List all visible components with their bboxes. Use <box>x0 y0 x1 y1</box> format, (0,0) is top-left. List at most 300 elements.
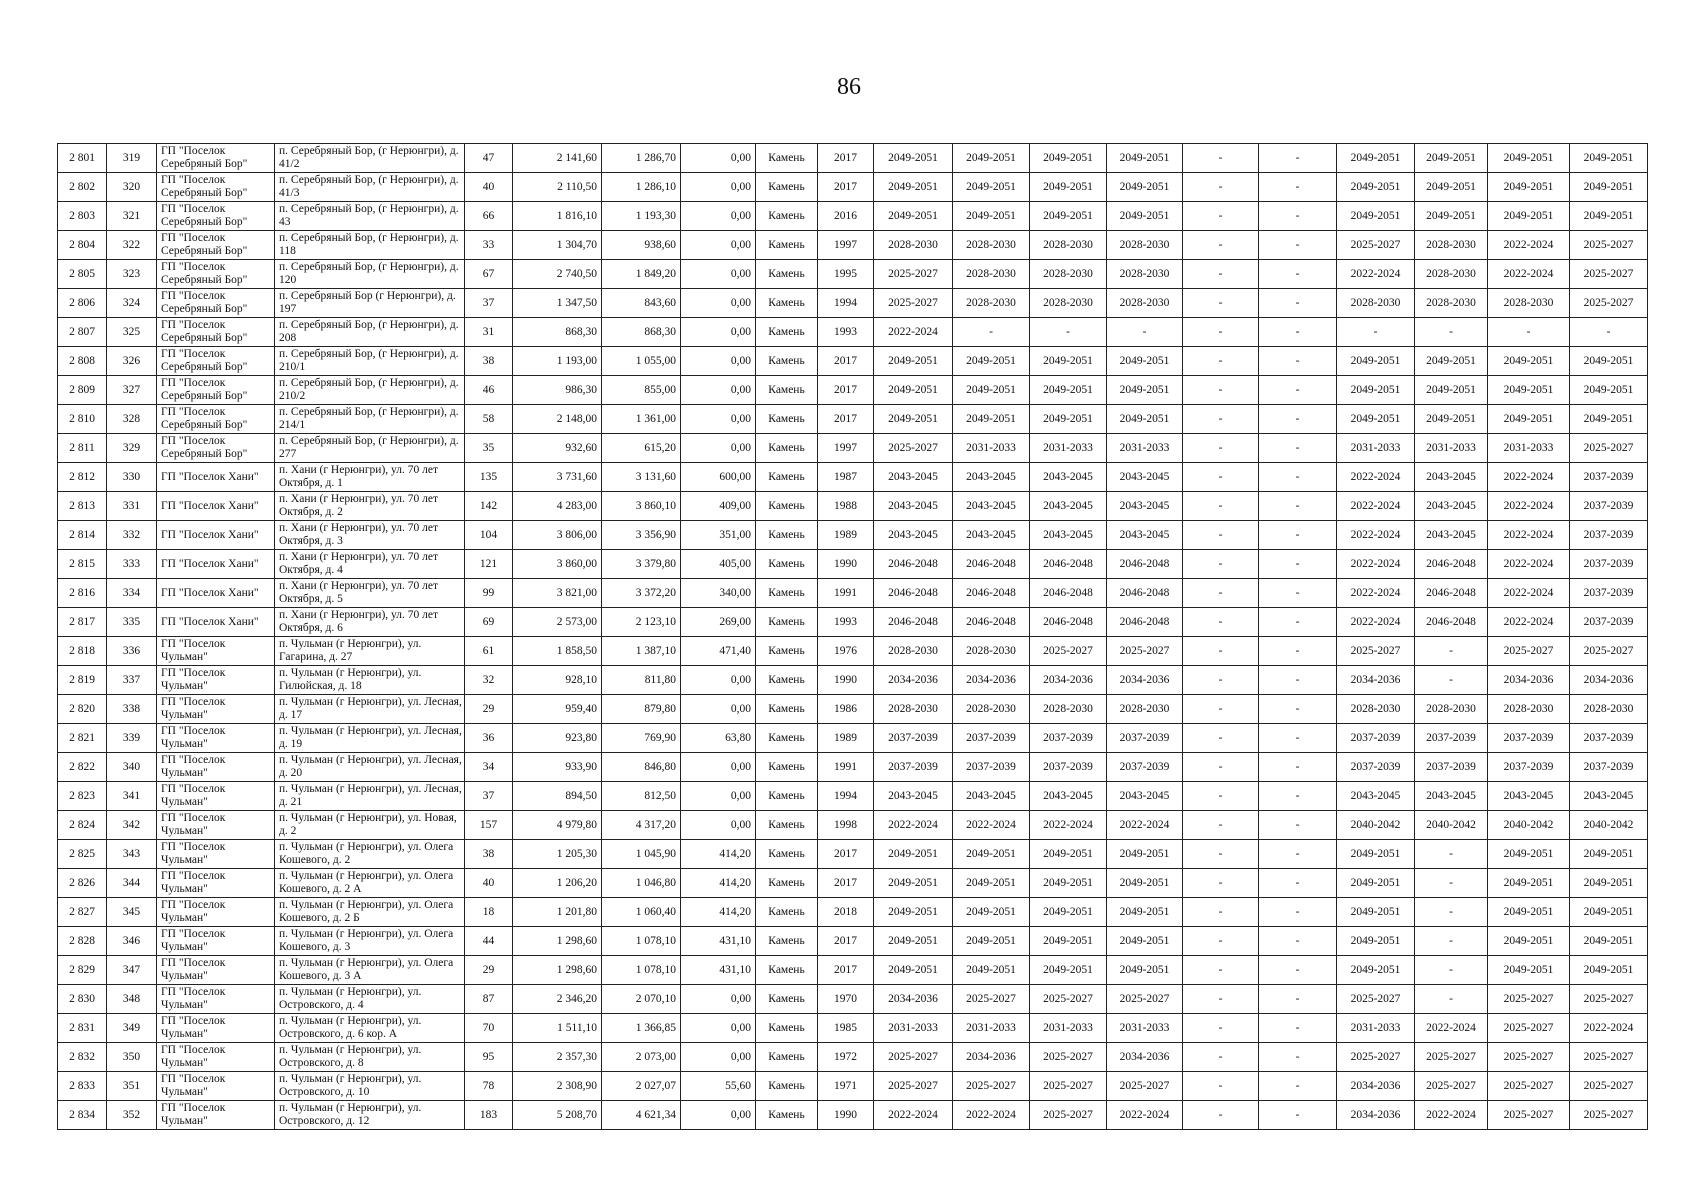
cell-period-6: - <box>1259 956 1337 985</box>
cell-row-number: 2 812 <box>58 463 107 492</box>
cell-wall-material: Камень <box>756 811 818 840</box>
cell-period-1: 2046-2048 <box>874 550 953 579</box>
cell-address: п. Хани (г Нерюнгри), ул. 70 лет Октября, д. 1 <box>275 463 465 492</box>
cell-period-6: - <box>1259 985 1337 1014</box>
cell-living-area: 1 045,90 <box>602 840 681 869</box>
cell-period-1: 2043-2045 <box>874 521 953 550</box>
cell-period-3: 2037-2039 <box>1030 724 1107 753</box>
cell-nonresidential-area: 0,00 <box>681 1101 756 1130</box>
cell-settlement: ГП "Поселок Чульман" <box>157 811 275 840</box>
cell-record-number: 345 <box>107 898 157 927</box>
cell-period-2: 2028-2030 <box>953 260 1030 289</box>
cell-period-5: - <box>1183 1101 1259 1130</box>
cell-period-3: 2028-2030 <box>1030 289 1107 318</box>
cell-address: п. Серебряный Бор, (г Нерюнгри), д. 41/3 <box>275 173 465 202</box>
cell-wall-material: Камень <box>756 1072 818 1101</box>
cell-period-7: 2025-2027 <box>1337 1043 1415 1072</box>
cell-period-4: 2049-2051 <box>1107 956 1183 985</box>
cell-year-built: 1971 <box>818 1072 874 1101</box>
cell-nonresidential-area: 0,00 <box>681 753 756 782</box>
cell-period-7: 2049-2051 <box>1337 869 1415 898</box>
cell-period-1: 2043-2045 <box>874 492 953 521</box>
cell-living-area: 1 366,85 <box>602 1014 681 1043</box>
cell-period-3: 2049-2051 <box>1030 927 1107 956</box>
cell-period-10: 2049-2051 <box>1570 869 1648 898</box>
cell-living-area: 3 379,80 <box>602 550 681 579</box>
cell-nonresidential-area: 0,00 <box>681 173 756 202</box>
cell-period-10: 2025-2027 <box>1570 1101 1648 1130</box>
cell-period-1: 2028-2030 <box>874 695 953 724</box>
cell-record-number: 322 <box>107 231 157 260</box>
cell-period-10: 2025-2027 <box>1570 289 1648 318</box>
cell-period-1: 2043-2045 <box>874 463 953 492</box>
cell-period-8: 2043-2045 <box>1415 492 1488 521</box>
cell-settlement: ГП "Поселок Чульман" <box>157 985 275 1014</box>
cell-period-9: 2043-2045 <box>1488 782 1570 811</box>
cell-wall-material: Камень <box>756 1101 818 1130</box>
cell-settlement: ГП "Поселок Серебряный Бор" <box>157 318 275 347</box>
cell-period-9: 2049-2051 <box>1488 869 1570 898</box>
cell-living-area: 1 286,70 <box>602 144 681 173</box>
cell-year-built: 1994 <box>818 289 874 318</box>
cell-settlement: ГП "Поселок Чульман" <box>157 782 275 811</box>
cell-row-number: 2 818 <box>58 637 107 666</box>
cell-nonresidential-area: 414,20 <box>681 869 756 898</box>
cell-address: п. Хани (г Нерюнгри), ул. 70 лет Октября, д. 5 <box>275 579 465 608</box>
cell-period-10: 2049-2051 <box>1570 956 1648 985</box>
cell-living-area: 3 131,60 <box>602 463 681 492</box>
cell-wall-material: Камень <box>756 753 818 782</box>
cell-wall-material: Камень <box>756 173 818 202</box>
cell-flats: 40 <box>465 869 513 898</box>
cell-address: п. Хани (г Нерюнгри), ул. 70 лет Октября, д. 6 <box>275 608 465 637</box>
cell-period-5: - <box>1183 869 1259 898</box>
cell-address: п. Чульман (г Нерюнгри), ул. Островского, д. 8 <box>275 1043 465 1072</box>
cell-nonresidential-area: 409,00 <box>681 492 756 521</box>
cell-period-8: - <box>1415 318 1488 347</box>
cell-flats: 38 <box>465 840 513 869</box>
cell-nonresidential-area: 0,00 <box>681 231 756 260</box>
cell-record-number: 328 <box>107 405 157 434</box>
table-row <box>58 1101 1648 1130</box>
cell-period-4: 2028-2030 <box>1107 695 1183 724</box>
cell-period-1: 2049-2051 <box>874 956 953 985</box>
cell-wall-material: Камень <box>756 1014 818 1043</box>
cell-period-5: - <box>1183 637 1259 666</box>
cell-settlement: ГП "Поселок Серебряный Бор" <box>157 202 275 231</box>
cell-period-5: - <box>1183 840 1259 869</box>
cell-period-9: 2034-2036 <box>1488 666 1570 695</box>
cell-period-5: - <box>1183 463 1259 492</box>
cell-period-2: 2043-2045 <box>953 782 1030 811</box>
table-row <box>58 666 1648 695</box>
cell-flats: 29 <box>465 956 513 985</box>
cell-period-6: - <box>1259 521 1337 550</box>
cell-period-5: - <box>1183 173 1259 202</box>
cell-period-9: 2025-2027 <box>1488 985 1570 1014</box>
cell-period-2: 2043-2045 <box>953 463 1030 492</box>
cell-total-area: 2 141,60 <box>513 144 602 173</box>
cell-period-7: 2022-2024 <box>1337 608 1415 637</box>
cell-address: п. Чульман (г Нерюнгри), ул. Олега Кошевого, д. 3 А <box>275 956 465 985</box>
cell-period-4: 2034-2036 <box>1107 1043 1183 1072</box>
cell-period-4: 2037-2039 <box>1107 724 1183 753</box>
cell-period-10: 2034-2036 <box>1570 666 1648 695</box>
cell-living-area: 1 078,10 <box>602 927 681 956</box>
cell-settlement: ГП "Поселок Чульман" <box>157 695 275 724</box>
cell-period-5: - <box>1183 811 1259 840</box>
cell-period-7: 2031-2033 <box>1337 1014 1415 1043</box>
cell-year-built: 2016 <box>818 202 874 231</box>
cell-period-10: 2037-2039 <box>1570 463 1648 492</box>
cell-year-built: 2017 <box>818 376 874 405</box>
cell-nonresidential-area: 340,00 <box>681 579 756 608</box>
cell-living-area: 811,80 <box>602 666 681 695</box>
cell-total-area: 3 860,00 <box>513 550 602 579</box>
cell-period-9: 2049-2051 <box>1488 956 1570 985</box>
cell-wall-material: Камень <box>756 231 818 260</box>
cell-row-number: 2 825 <box>58 840 107 869</box>
cell-nonresidential-area: 414,20 <box>681 840 756 869</box>
cell-nonresidential-area: 471,40 <box>681 637 756 666</box>
cell-period-10: 2043-2045 <box>1570 782 1648 811</box>
cell-period-5: - <box>1183 1014 1259 1043</box>
cell-address: п. Серебряный Бор, (г Нерюнгри), д. 210/1 <box>275 347 465 376</box>
cell-record-number: 333 <box>107 550 157 579</box>
cell-period-7: 2049-2051 <box>1337 898 1415 927</box>
cell-record-number: 326 <box>107 347 157 376</box>
cell-record-number: 350 <box>107 1043 157 1072</box>
cell-period-10: 2025-2027 <box>1570 637 1648 666</box>
cell-address: п. Чульман (г Нерюнгри), ул. Островского, д. 10 <box>275 1072 465 1101</box>
cell-wall-material: Камень <box>756 347 818 376</box>
cell-period-4: 2043-2045 <box>1107 463 1183 492</box>
cell-period-5: - <box>1183 434 1259 463</box>
cell-flats: 61 <box>465 637 513 666</box>
cell-settlement: ГП "Поселок Чульман" <box>157 724 275 753</box>
cell-period-6: - <box>1259 231 1337 260</box>
table-body <box>58 144 1648 1130</box>
cell-flats: 44 <box>465 927 513 956</box>
cell-period-7: 2049-2051 <box>1337 840 1415 869</box>
cell-period-9: 2049-2051 <box>1488 347 1570 376</box>
cell-period-1: 2046-2048 <box>874 608 953 637</box>
cell-period-1: 2046-2048 <box>874 579 953 608</box>
cell-period-8: 2049-2051 <box>1415 347 1488 376</box>
cell-period-8: 2040-2042 <box>1415 811 1488 840</box>
cell-total-area: 5 208,70 <box>513 1101 602 1130</box>
cell-period-8: 2049-2051 <box>1415 144 1488 173</box>
cell-address: п. Чульман (г Нерюнгри), ул. Олега Кошевого, д. 2 <box>275 840 465 869</box>
cell-period-6: - <box>1259 376 1337 405</box>
cell-period-2: 2034-2036 <box>953 1043 1030 1072</box>
cell-living-area: 1 361,00 <box>602 405 681 434</box>
cell-year-built: 2017 <box>818 405 874 434</box>
cell-record-number: 327 <box>107 376 157 405</box>
cell-year-built: 1990 <box>818 666 874 695</box>
cell-record-number: 325 <box>107 318 157 347</box>
cell-period-6: - <box>1259 637 1337 666</box>
cell-period-8: 2049-2051 <box>1415 173 1488 202</box>
cell-flats: 37 <box>465 289 513 318</box>
cell-period-3: 2046-2048 <box>1030 608 1107 637</box>
table-row <box>58 492 1648 521</box>
table-row <box>58 695 1648 724</box>
cell-address: п. Чульман (г Нерюнгри), ул. Гагарина, д. 27 <box>275 637 465 666</box>
cell-period-6: - <box>1259 1043 1337 1072</box>
cell-period-9: 2025-2027 <box>1488 1101 1570 1130</box>
cell-living-area: 938,60 <box>602 231 681 260</box>
cell-period-8: 2022-2024 <box>1415 1014 1488 1043</box>
cell-period-10: 2049-2051 <box>1570 347 1648 376</box>
cell-living-area: 2 123,10 <box>602 608 681 637</box>
cell-period-9: 2049-2051 <box>1488 202 1570 231</box>
table-row <box>58 898 1648 927</box>
cell-period-1: 2025-2027 <box>874 1043 953 1072</box>
cell-settlement: ГП "Поселок Серебряный Бор" <box>157 405 275 434</box>
cell-row-number: 2 806 <box>58 289 107 318</box>
cell-period-6: - <box>1259 927 1337 956</box>
table-row <box>58 289 1648 318</box>
cell-period-5: - <box>1183 492 1259 521</box>
cell-record-number: 330 <box>107 463 157 492</box>
cell-period-10: 2049-2051 <box>1570 898 1648 927</box>
cell-flats: 47 <box>465 144 513 173</box>
cell-period-3: 2022-2024 <box>1030 811 1107 840</box>
cell-period-8: 2028-2030 <box>1415 231 1488 260</box>
cell-flats: 135 <box>465 463 513 492</box>
table-row <box>58 637 1648 666</box>
cell-period-5: - <box>1183 579 1259 608</box>
cell-period-8: 2046-2048 <box>1415 579 1488 608</box>
cell-period-2: 2049-2051 <box>953 927 1030 956</box>
cell-period-8: 2028-2030 <box>1415 260 1488 289</box>
cell-period-1: 2034-2036 <box>874 985 953 1014</box>
cell-period-8: 2049-2051 <box>1415 202 1488 231</box>
cell-row-number: 2 819 <box>58 666 107 695</box>
cell-period-3: 2031-2033 <box>1030 434 1107 463</box>
cell-period-2: 2034-2036 <box>953 666 1030 695</box>
cell-period-6: - <box>1259 492 1337 521</box>
cell-flats: 99 <box>465 579 513 608</box>
cell-period-9: 2025-2027 <box>1488 1014 1570 1043</box>
cell-period-5: - <box>1183 1043 1259 1072</box>
cell-period-8: - <box>1415 840 1488 869</box>
cell-wall-material: Камень <box>756 1043 818 1072</box>
cell-year-built: 1987 <box>818 463 874 492</box>
cell-flats: 38 <box>465 347 513 376</box>
cell-period-7: 2022-2024 <box>1337 492 1415 521</box>
cell-flats: 46 <box>465 376 513 405</box>
table-row <box>58 347 1648 376</box>
cell-flats: 142 <box>465 492 513 521</box>
cell-address: п. Хани (г Нерюнгри), ул. 70 лет Октября, д. 4 <box>275 550 465 579</box>
cell-row-number: 2 809 <box>58 376 107 405</box>
cell-period-1: 2049-2051 <box>874 898 953 927</box>
cell-period-3: 2031-2033 <box>1030 1014 1107 1043</box>
cell-period-10: - <box>1570 318 1648 347</box>
cell-period-6: - <box>1259 405 1337 434</box>
cell-period-9: 2022-2024 <box>1488 521 1570 550</box>
cell-period-8: 2028-2030 <box>1415 289 1488 318</box>
cell-period-7: 2034-2036 <box>1337 1072 1415 1101</box>
cell-year-built: 1970 <box>818 985 874 1014</box>
cell-total-area: 1 205,30 <box>513 840 602 869</box>
cell-period-8: 2025-2027 <box>1415 1072 1488 1101</box>
cell-period-1: 2022-2024 <box>874 318 953 347</box>
cell-address: п. Хани (г Нерюнгри), ул. 70 лет Октября, д. 2 <box>275 492 465 521</box>
cell-period-6: - <box>1259 463 1337 492</box>
cell-period-10: 2025-2027 <box>1570 1043 1648 1072</box>
cell-period-5: - <box>1183 695 1259 724</box>
cell-settlement: ГП "Поселок Чульман" <box>157 1043 275 1072</box>
cell-total-area: 2 357,30 <box>513 1043 602 1072</box>
cell-period-2: 2046-2048 <box>953 579 1030 608</box>
cell-period-6: - <box>1259 260 1337 289</box>
cell-period-6: - <box>1259 347 1337 376</box>
cell-year-built: 2017 <box>818 869 874 898</box>
cell-period-4: 2049-2051 <box>1107 144 1183 173</box>
cell-period-4: 2028-2030 <box>1107 289 1183 318</box>
cell-address: п. Серебряный Бор, (г Нерюнгри), д. 120 <box>275 260 465 289</box>
cell-wall-material: Камень <box>756 956 818 985</box>
cell-year-built: 1994 <box>818 782 874 811</box>
cell-settlement: ГП "Поселок Серебряный Бор" <box>157 260 275 289</box>
cell-period-1: 2025-2027 <box>874 1072 953 1101</box>
cell-flats: 37 <box>465 782 513 811</box>
cell-flats: 70 <box>465 1014 513 1043</box>
cell-record-number: 343 <box>107 840 157 869</box>
cell-period-7: 2043-2045 <box>1337 782 1415 811</box>
cell-record-number: 336 <box>107 637 157 666</box>
cell-period-10: 2037-2039 <box>1570 579 1648 608</box>
cell-period-6: - <box>1259 579 1337 608</box>
cell-period-9: 2037-2039 <box>1488 724 1570 753</box>
cell-address: п. Чульман (г Нерюнгри), ул. Гилюйская, д. 18 <box>275 666 465 695</box>
cell-period-7: 2022-2024 <box>1337 579 1415 608</box>
cell-period-9: 2028-2030 <box>1488 289 1570 318</box>
cell-address: п. Чульман (г Нерюнгри), ул. Лесная, д. 17 <box>275 695 465 724</box>
cell-address: п. Чульман (г Нерюнгри), ул. Островского, д. 6 кор. А <box>275 1014 465 1043</box>
table-row <box>58 840 1648 869</box>
table-row <box>58 956 1648 985</box>
cell-period-8: - <box>1415 927 1488 956</box>
cell-flats: 69 <box>465 608 513 637</box>
cell-record-number: 319 <box>107 144 157 173</box>
cell-row-number: 2 831 <box>58 1014 107 1043</box>
table-row <box>58 1014 1648 1043</box>
cell-period-3: 2049-2051 <box>1030 144 1107 173</box>
cell-period-8: 2025-2027 <box>1415 1043 1488 1072</box>
cell-address: п. Серебряный Бор, (г Нерюнгри), д. 208 <box>275 318 465 347</box>
cell-period-3: 2025-2027 <box>1030 1072 1107 1101</box>
cell-flats: 36 <box>465 724 513 753</box>
cell-record-number: 338 <box>107 695 157 724</box>
cell-living-area: 1 046,80 <box>602 869 681 898</box>
cell-nonresidential-area: 0,00 <box>681 202 756 231</box>
cell-row-number: 2 813 <box>58 492 107 521</box>
cell-period-5: - <box>1183 347 1259 376</box>
cell-total-area: 1 304,70 <box>513 231 602 260</box>
cell-address: п. Серебряный Бор, (г Нерюнгри), д. 43 <box>275 202 465 231</box>
cell-wall-material: Камень <box>756 318 818 347</box>
cell-period-9: - <box>1488 318 1570 347</box>
cell-living-area: 1 055,00 <box>602 347 681 376</box>
cell-period-9: 2049-2051 <box>1488 898 1570 927</box>
cell-total-area: 3 806,00 <box>513 521 602 550</box>
cell-period-1: 2022-2024 <box>874 1101 953 1130</box>
cell-wall-material: Камень <box>756 840 818 869</box>
cell-period-4: 2025-2027 <box>1107 985 1183 1014</box>
cell-flats: 18 <box>465 898 513 927</box>
cell-flats: 32 <box>465 666 513 695</box>
page-number: 86 <box>837 74 861 100</box>
cell-period-2: - <box>953 318 1030 347</box>
cell-flats: 78 <box>465 1072 513 1101</box>
cell-period-5: - <box>1183 753 1259 782</box>
cell-record-number: 337 <box>107 666 157 695</box>
cell-period-9: 2037-2039 <box>1488 753 1570 782</box>
cell-flats: 35 <box>465 434 513 463</box>
cell-period-8: - <box>1415 985 1488 1014</box>
cell-year-built: 2017 <box>818 144 874 173</box>
cell-address: п. Серебряный Бор, (г Нерюнгри), д. 210/2 <box>275 376 465 405</box>
cell-period-7: 2028-2030 <box>1337 695 1415 724</box>
cell-settlement: ГП "Поселок Чульман" <box>157 753 275 782</box>
cell-period-5: - <box>1183 260 1259 289</box>
cell-year-built: 2017 <box>818 840 874 869</box>
cell-total-area: 2 740,50 <box>513 260 602 289</box>
cell-period-8: 2043-2045 <box>1415 521 1488 550</box>
cell-nonresidential-area: 269,00 <box>681 608 756 637</box>
cell-living-area: 615,20 <box>602 434 681 463</box>
cell-period-7: 2025-2027 <box>1337 637 1415 666</box>
table-row <box>58 405 1648 434</box>
cell-flats: 104 <box>465 521 513 550</box>
table-row <box>58 927 1648 956</box>
cell-nonresidential-area: 431,10 <box>681 927 756 956</box>
cell-period-5: - <box>1183 724 1259 753</box>
cell-period-7: 2034-2036 <box>1337 1101 1415 1130</box>
cell-period-10: 2049-2051 <box>1570 405 1648 434</box>
cell-year-built: 2017 <box>818 927 874 956</box>
cell-period-8: - <box>1415 898 1488 927</box>
cell-wall-material: Камень <box>756 376 818 405</box>
cell-year-built: 1993 <box>818 318 874 347</box>
cell-period-1: 2049-2051 <box>874 173 953 202</box>
cell-period-6: - <box>1259 724 1337 753</box>
cell-total-area: 2 148,00 <box>513 405 602 434</box>
cell-period-8: 2043-2045 <box>1415 463 1488 492</box>
cell-period-5: - <box>1183 376 1259 405</box>
table-row <box>58 376 1648 405</box>
cell-period-2: 2049-2051 <box>953 173 1030 202</box>
table-row <box>58 579 1648 608</box>
cell-period-6: - <box>1259 869 1337 898</box>
cell-record-number: 351 <box>107 1072 157 1101</box>
cell-period-7: 2040-2042 <box>1337 811 1415 840</box>
cell-period-6: - <box>1259 318 1337 347</box>
cell-nonresidential-area: 0,00 <box>681 1014 756 1043</box>
cell-period-3: 2049-2051 <box>1030 405 1107 434</box>
cell-total-area: 959,40 <box>513 695 602 724</box>
cell-total-area: 1 347,50 <box>513 289 602 318</box>
cell-period-3: 2049-2051 <box>1030 173 1107 202</box>
cell-wall-material: Камень <box>756 608 818 637</box>
cell-nonresidential-area: 405,00 <box>681 550 756 579</box>
cell-period-10: 2022-2024 <box>1570 1014 1648 1043</box>
cell-address: п. Серебряный Бор (г Нерюнгри), д. 197 <box>275 289 465 318</box>
